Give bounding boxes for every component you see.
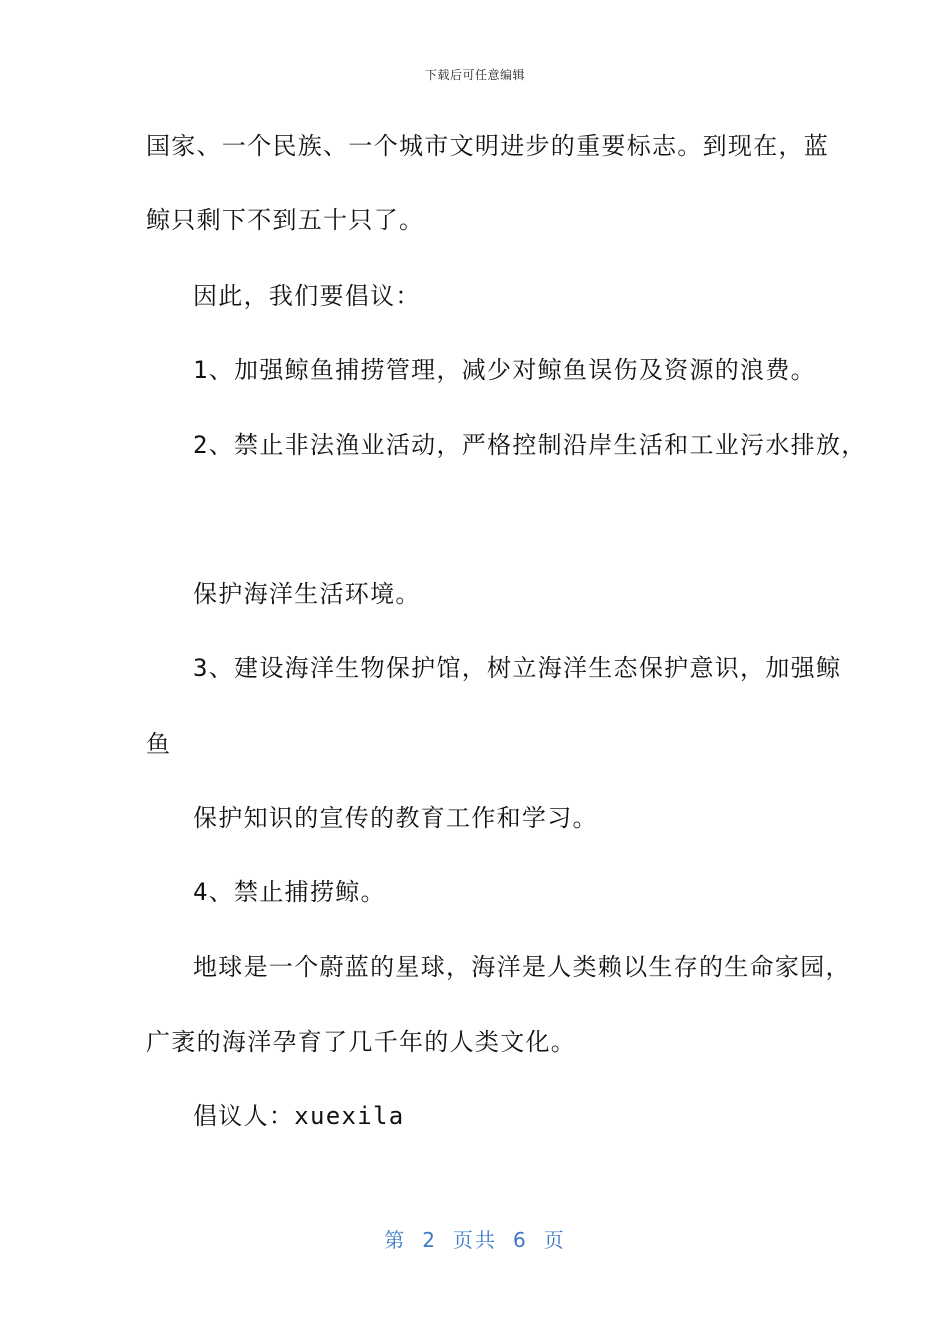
text-line: 广袤的海洋孕育了几千年的人类文化。 xyxy=(146,1028,577,1056)
page-header: 下载后可任意编辑 xyxy=(424,68,525,82)
text-line: 保护海洋生活环境。 xyxy=(193,580,421,608)
list-item: 4、禁止捕捞鲸。 xyxy=(193,878,386,906)
page-number-footer xyxy=(0,1224,950,1253)
text-line: 因此，我们要倡议： xyxy=(193,282,421,310)
list-item: 3、建设海洋生物保护馆，树立海洋生态保护意识，加强鲸 xyxy=(193,654,842,682)
signature-line: 倡议人：xuexila xyxy=(193,1102,405,1130)
footer-suffix: 页 xyxy=(543,1228,566,1252)
total-page-count: 6 xyxy=(513,1228,528,1252)
list-item: 1、加强鲸鱼捕捞管理，减少对鲸鱼误伤及资源的浪费。 xyxy=(193,356,816,384)
text-line: 鲸只剩下不到五十只了。 xyxy=(146,206,425,234)
footer-middle: 页共 xyxy=(453,1228,497,1252)
current-page-number: 2 xyxy=(422,1228,437,1252)
text-line: 鱼 xyxy=(146,730,172,758)
text-line: 保护知识的宣传的教育工作和学习。 xyxy=(193,804,598,832)
footer-prefix: 第 xyxy=(384,1228,407,1252)
list-item: 2、禁止非法渔业活动，严格控制沿岸生活和工业污水排放， xyxy=(193,431,867,459)
text-line: 国家、一个民族、一个城市文明进步的重要标志。到现在，蓝 xyxy=(146,132,830,160)
text-line: 地球是一个蔚蓝的星球，海洋是人类赖以生存的生命家园， xyxy=(193,953,851,981)
